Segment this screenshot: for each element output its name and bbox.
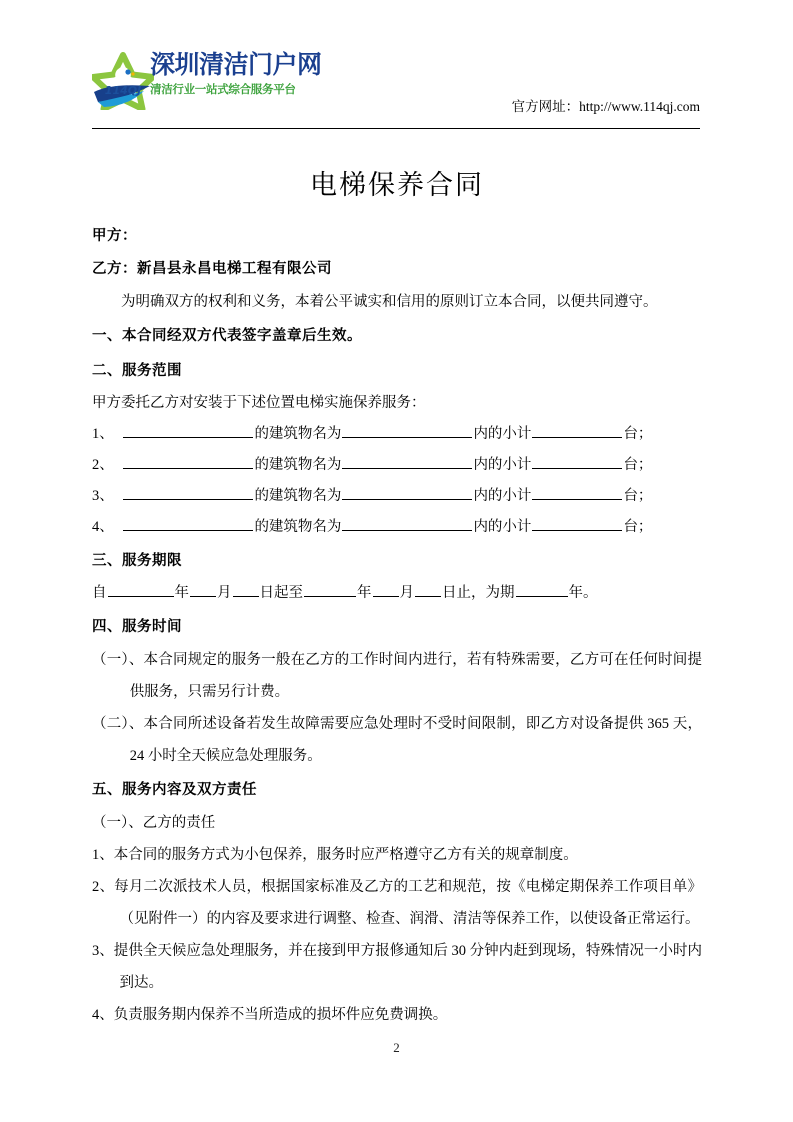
building-row-1-blank-location[interactable]	[123, 422, 253, 438]
building-row-3	[92, 481, 702, 512]
building-row-4-blank-name[interactable]	[342, 515, 472, 531]
section-heading-4: 四、服务时间	[92, 619, 182, 635]
responsibility-item-1: 1、本合同的服务方式为小包保养，服务时应严格遵守乙方有关的规章制度。	[92, 847, 578, 863]
building-row-1-number: 1、	[92, 426, 114, 442]
term-blank-end-day[interactable]	[415, 581, 441, 597]
term-blank-start-month[interactable]	[190, 581, 216, 597]
building-row-4-end: 台；	[623, 519, 653, 535]
section-5-subheading: （一）、乙方的责任	[92, 815, 216, 831]
building-row-1	[92, 419, 702, 450]
building-row-1-end: 台；	[623, 426, 653, 442]
page-number: 2	[393, 1040, 400, 1055]
building-row-2-blank-name[interactable]	[342, 453, 472, 469]
section-heading-3: 三、服务期限	[92, 553, 182, 569]
document-body	[92, 160, 702, 1031]
building-row-4	[92, 512, 702, 543]
service-time-item-2: （二）、本合同所述设备若发生故障需要应急处理时不受时间限制，即乙方对设备提供 365 天，24 小时全天候应急处理服务。	[92, 716, 702, 764]
term-blank-start-day[interactable]	[233, 581, 259, 597]
building-row-4-tail: 内的小计	[473, 519, 532, 535]
party-b-line	[92, 253, 702, 286]
term-part-3: 月	[217, 585, 232, 601]
building-row-1-blank-name[interactable]	[342, 422, 472, 438]
page-header	[92, 50, 700, 130]
section-heading-5: 五、服务内容及双方责任	[92, 782, 257, 798]
building-row-3-number: 3、	[92, 488, 114, 504]
service-term-line	[92, 578, 702, 609]
section-heading-2: 二、服务范围	[92, 363, 182, 379]
building-row-1-mid: 的建筑物名为	[254, 426, 342, 442]
logo-badge-text: 114QJ	[104, 84, 142, 97]
building-row-3-mid: 的建筑物名为	[254, 488, 342, 504]
building-row-3-blank-name[interactable]	[342, 484, 472, 500]
building-row-4-blank-count[interactable]	[532, 515, 622, 531]
building-row-2-mid: 的建筑物名为	[254, 457, 342, 473]
service-scope-lead: 甲方委托乙方对安装于下述位置电梯实施保养服务：	[92, 395, 426, 411]
building-row-3-tail: 内的小计	[473, 488, 532, 504]
service-time-item-1: （一）、本合同规定的服务一般在乙方的工作时间内进行，若有特殊需要，乙方可在任何时间提供服务，只需另行计费。	[92, 652, 702, 700]
term-blank-end-year[interactable]	[304, 581, 356, 597]
building-row-4-number: 4、	[92, 519, 114, 535]
building-row-3-end: 台；	[623, 488, 653, 504]
building-row-2-end: 台；	[623, 457, 653, 473]
term-part-4: 日起至	[259, 585, 303, 601]
official-website-url: http://www.114qj.com	[579, 99, 700, 114]
party-a-line	[92, 220, 702, 253]
building-row-3-blank-count[interactable]	[532, 484, 622, 500]
term-part-8: 年。	[568, 585, 598, 601]
term-blank-start-year[interactable]	[108, 581, 174, 597]
term-part-1: 自	[92, 585, 107, 601]
section-heading-1: 一、本合同经双方代表签字盖章后生效。	[92, 328, 362, 344]
site-logo	[92, 50, 322, 112]
term-blank-duration[interactable]	[516, 581, 568, 597]
building-row-2-blank-location[interactable]	[123, 453, 253, 469]
building-row-4-mid: 的建筑物名为	[254, 519, 342, 535]
building-row-3-blank-location[interactable]	[123, 484, 253, 500]
term-part-5: 年	[357, 585, 372, 601]
party-a-label: 甲方：	[92, 228, 137, 244]
logo-title: 深圳清洁门户网	[150, 50, 322, 79]
responsibility-item-2: 2、每月二次派技术人员，根据国家标准及乙方的工艺和规范，按《电梯定期保养工作项目单》（见附件一）的内容及要求进行调整、检查、润滑、清洁等保养工作，以使设备正常运行。	[92, 879, 702, 927]
party-b-value: 新昌县永昌电梯工程有限公司	[137, 261, 332, 277]
building-row-2	[92, 450, 702, 481]
building-row-2-tail: 内的小计	[473, 457, 532, 473]
term-part-6: 月	[399, 585, 414, 601]
term-part-2: 年	[174, 585, 189, 601]
logo-tagline: 清洁行业一站式综合服务平台	[150, 82, 296, 96]
term-blank-end-month[interactable]	[373, 581, 399, 597]
building-row-4-blank-location[interactable]	[123, 515, 253, 531]
building-row-1-tail: 内的小计	[473, 426, 532, 442]
star-swoosh-logo-icon	[92, 52, 154, 110]
term-part-7: 日止，为期	[442, 585, 515, 601]
building-row-2-blank-count[interactable]	[532, 453, 622, 469]
building-row-2-number: 2、	[92, 457, 114, 473]
logo-text	[150, 50, 322, 96]
official-website	[512, 98, 700, 116]
building-row-1-blank-count[interactable]	[532, 422, 622, 438]
party-b-label: 乙方：	[92, 261, 137, 277]
responsibility-item-3: 3、提供全天候应急处理服务，并在接到甲方报修通知后 30 分钟内赶到现场，特殊情况一小时内到达。	[92, 943, 702, 991]
page-title: 电梯保养合同	[310, 170, 484, 201]
responsibility-item-4: 4、负责服务期内保养不当所造成的损坏件应免费调换。	[92, 1007, 448, 1023]
official-website-label: 官方网址：	[511, 99, 580, 114]
preamble-paragraph: 为明确双方的权利和义务，本着公平诚实和信用的原则订立本合同，以便共同遵守。	[121, 294, 658, 310]
header-divider	[92, 128, 700, 129]
